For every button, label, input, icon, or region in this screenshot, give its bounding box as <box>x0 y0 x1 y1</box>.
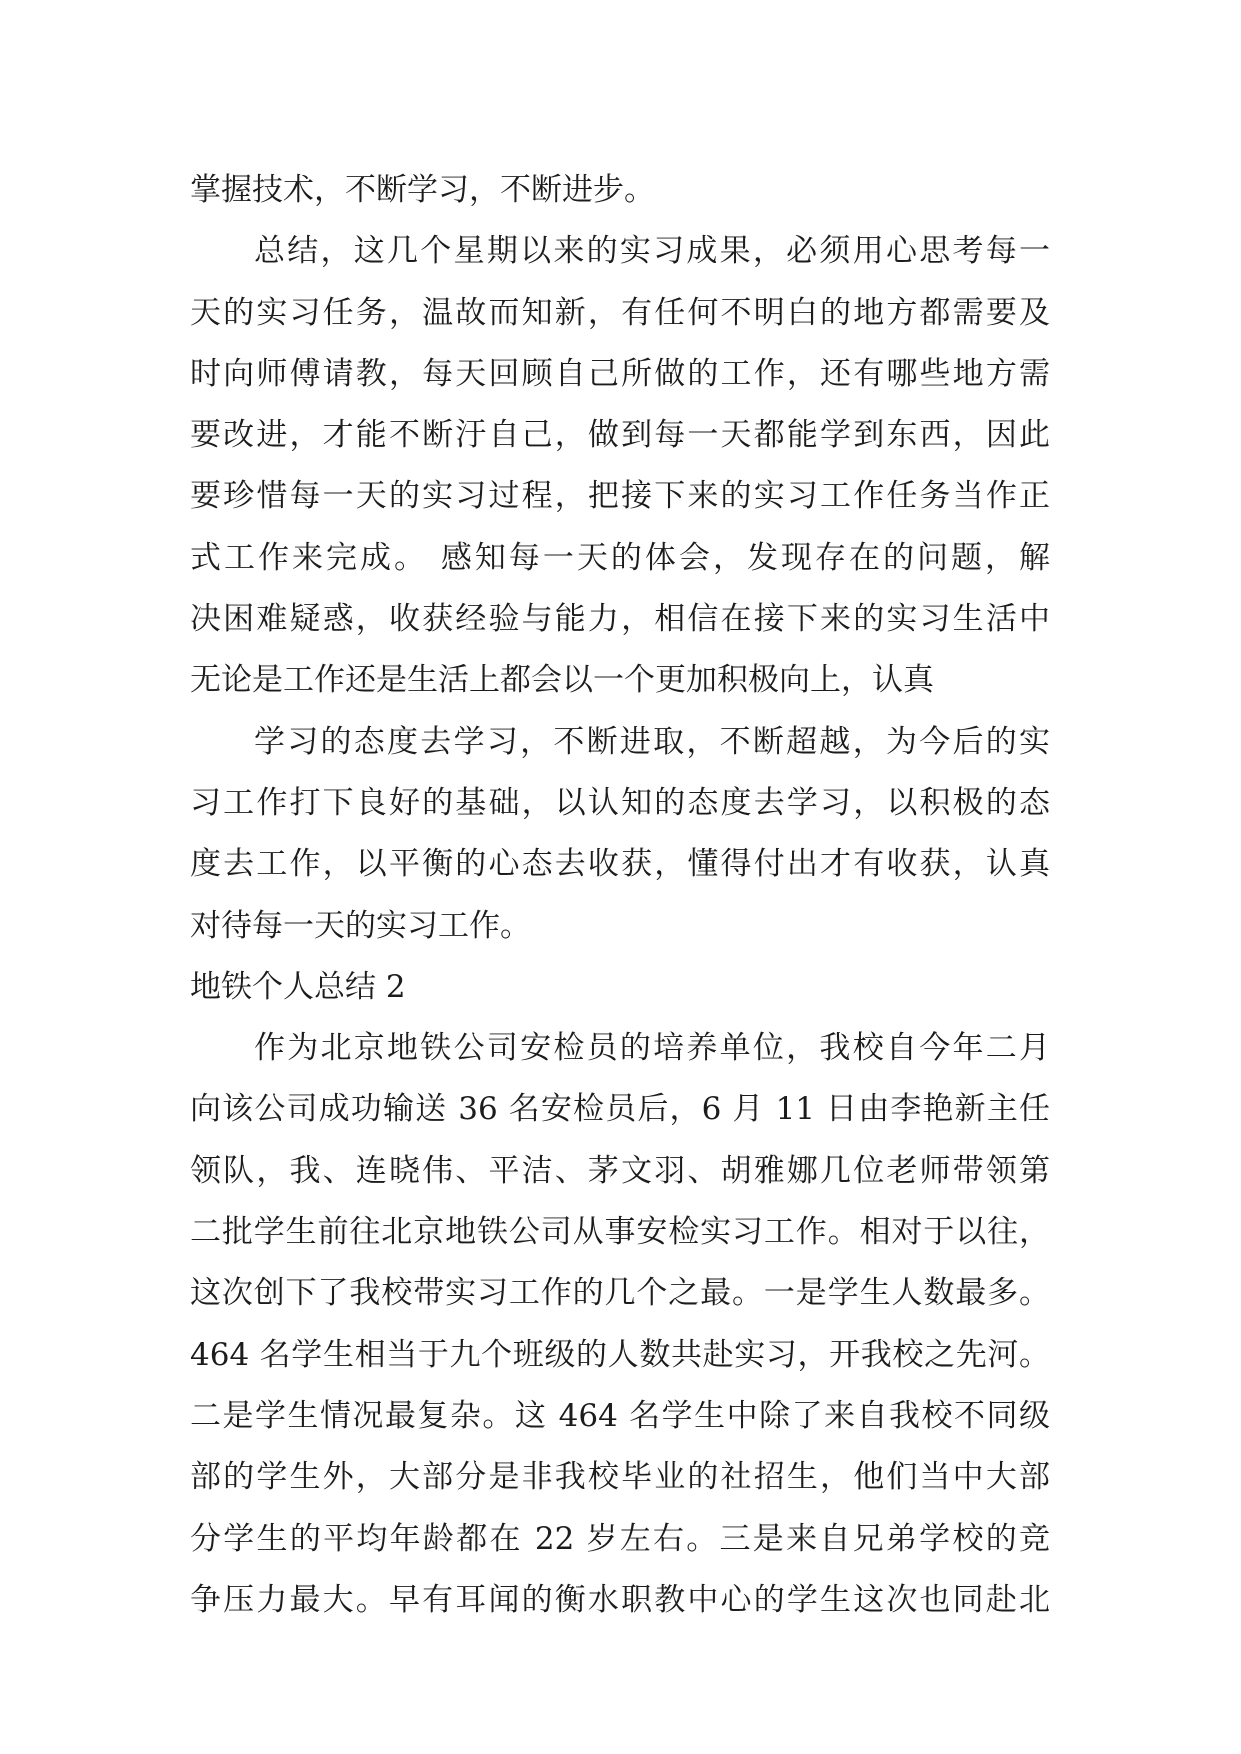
paragraph-1 <box>190 160 1050 221</box>
text-line: 作为北京地铁公司安检员的培养单位，我校自今年二月 <box>254 1030 1050 1067</box>
text-line: 学习的态度去学习，不断进取，不断超越，为今后的实 <box>254 723 1050 760</box>
text-line: 式工作来完成。 感知每一天的体会，发现存在的问题，解 <box>190 539 1050 576</box>
text-line: 时向师傅请教，每天回顾自己所做的工作，还有哪些地方需 <box>190 355 1050 392</box>
text-line: 度去工作，以平衡的心态去收获，懂得付出才有收获，认真 <box>190 846 1050 883</box>
text-line: 领队，我、连晓伟、平洁、茅文羽、胡雅娜几位老师带领第 <box>190 1152 1050 1189</box>
text-line: 总结，这几个星期以来的实习成果，必须用心思考每一 <box>254 233 1050 270</box>
text-line: 无论是工作还是生活上都会以一个更加积极向上，认真 <box>190 662 934 699</box>
text-line: 掌握技术，不断学习，不断进步。 <box>190 172 655 208</box>
text-line: 对待每一天的实习工作。 <box>190 907 531 944</box>
text-line: 向该公司成功输送 36 名安检员后，6 月 11 日由李艳新主任 <box>190 1091 1050 1128</box>
document-body <box>190 160 1050 1631</box>
paragraph-4 <box>190 1018 1050 1631</box>
paragraph-3 <box>190 712 1050 957</box>
text-line: 要珍惜每一天的实习过程，把接下来的实习工作任务当作正 <box>190 478 1050 515</box>
text-line: 决困难疑惑，收获经验与能力，相信在接下来的实习生活中 <box>190 601 1050 638</box>
text-line: 要改进，才能不断汙自己，做到每一天都能学到东西，因此 <box>190 417 1050 454</box>
section-heading: 地铁个人总结 2 <box>190 968 406 1005</box>
paragraph-2 <box>190 221 1050 711</box>
text-line: 二批学生前往北京地铁公司从事安检实习工作。相对于以往， <box>190 1214 1050 1251</box>
text-line: 464 名学生相当于九个班级的人数共赴实习，开我校之先河。 <box>190 1336 1050 1373</box>
text-line: 习工作打下良好的基础，以认知的态度去学习，以积极的态 <box>190 784 1050 821</box>
text-line: 分学生的平均年龄都在 22 岁左右。三是来自兄弟学校的竞 <box>190 1520 1050 1557</box>
text-line: 天的实习任务，温故而知新，有任何不明白的地方都需要及 <box>190 294 1050 331</box>
text-line: 部的学生外，大部分是非我校毕业的社招生，他们当中大部 <box>190 1459 1050 1496</box>
text-line: 这次创下了我校带实习工作的几个之最。一是学生人数最多。 <box>190 1275 1050 1312</box>
text-line: 争压力最大。早有耳闻的衡水职教中心的学生这次也同赴北 <box>190 1581 1050 1618</box>
text-line: 二是学生情况最复杂。这 464 名学生中除了来自我校不同级 <box>190 1397 1050 1434</box>
